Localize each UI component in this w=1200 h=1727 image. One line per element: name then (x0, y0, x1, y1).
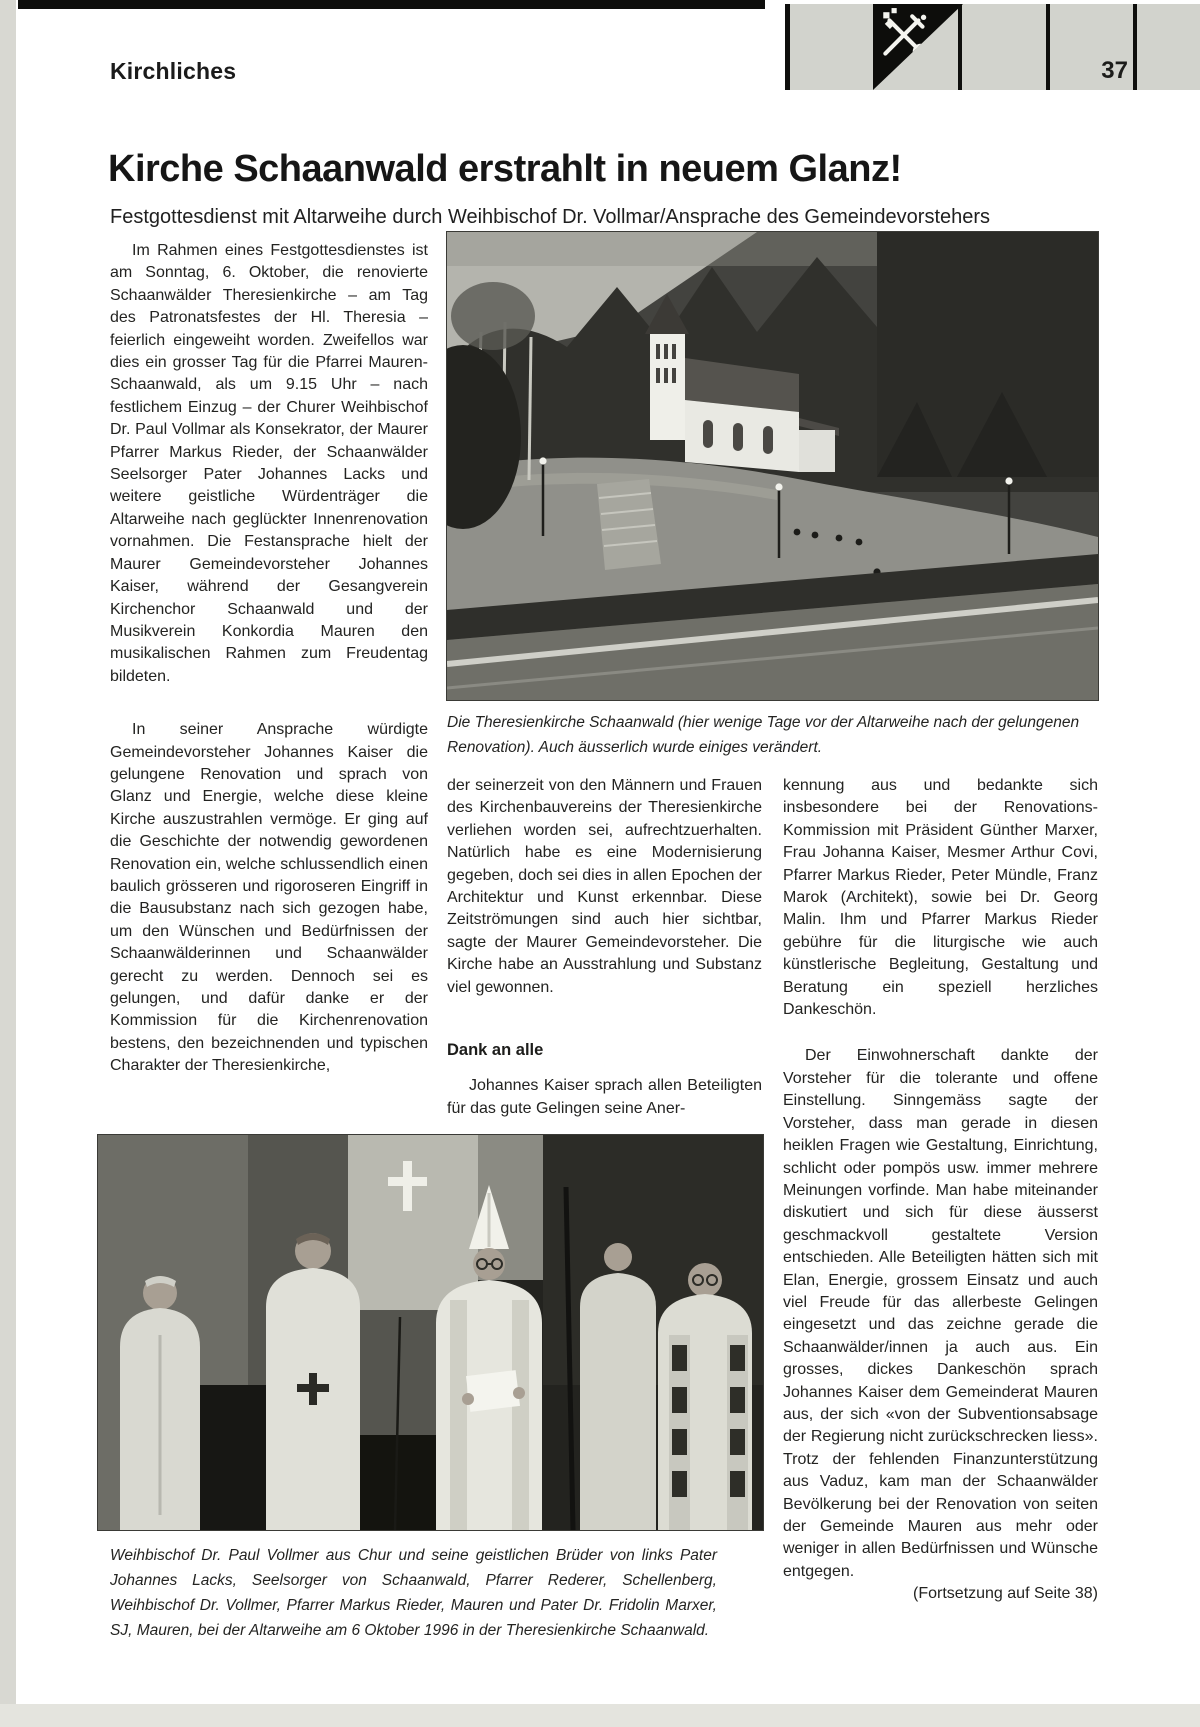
scan-artifact-bar (18, 0, 765, 9)
band-divider (958, 4, 962, 90)
column-right (783, 775, 1098, 1606)
paragraph: Johannes Kaiser sprach allen Beteiligten für das gute Gelingen seine Aner- (447, 1077, 762, 1117)
scan-bottom-strip (0, 1704, 1200, 1727)
altar-photo-caption: Weihbischof Dr. Paul Vollmer aus Chur und seine geistlichen Brüder von links Pater Johannes Lacks, Seelsorger von Schaanwald, Pfarrer Rederer, Schellenberg, Weihbischof Dr. Vollmer, Pfarrer Markus Rieder, Mauren und Pater Dr. Fridolin Marxer, SJ, Mauren, bei der Altarweihe am 6 Oktober 1996 in der Theresienkirche Schaanwald. (110, 1547, 717, 1639)
paragraph: Der Einwohnerschaft dankte der Vorsteher für die tolerante und offene Einstellung. Sinngemäss sagte der Vorsteher, dass man gerade in diesen heiklen Fragen wie Gestaltung, Einrichtung, schlicht oder pompös usw. immer mehrere Meinungen vorfinde. Man habe miteinander diskutiert und sich für diese äusserst geschmackvoll gestaltete Version entschieden. Alle Beteiligten hätten sich mit Elan, Energie, grossem Einsatz und auch viel Freude für das allerbeste Gelingen eingesetzt und das zeichne gerade die Schaanwälder/innen ja auch aus. Ein grosses, dickes Dankeschön sprach Johannes Kaiser dem Gemeinderat Mauren aus, der sich «von der Subventionsabsage der Regierung nicht zurückschrecken liess». Trotz der fehlenden Finanzunterstützung aus Vaduz, kam man der Schaanwälder Bevölkerung bei der Renovation von seiten der Gemeinde Mauren aus mehr oder weniger in allen Bedürfnissen und Wünsche entgegen. (783, 1047, 1098, 1580)
page-number: 37 (1101, 57, 1128, 84)
subheading-dank-an-alle: Dank an alle (447, 1041, 544, 1060)
church-photo-illustration (447, 232, 1098, 700)
masthead-emblem-triangle (873, 4, 963, 90)
altar-ceremony-photo (98, 1135, 763, 1530)
crossed-key-and-sword-icon (875, 6, 937, 68)
altar-photo-illustration (98, 1135, 763, 1530)
church-photo-caption: Die Theresienkirche Schaanwald (hier wenige Tage vor der Altarweihe nach der gelungenen Renovation). Auch äusserlich wurde einiges verändert. (447, 714, 1080, 756)
article-subtitle: Festgottesdienst mit Altarweihe durch Weihbischof Dr. Vollmar/Ansprache des Gemeindevorstehers (110, 206, 991, 228)
column-left (110, 240, 428, 1078)
paragraph: der seinerzeit von den Männern und Frauen des Kirchenbauvereins der Theresienkirche verliehen worden sei, aufrechtzuerhalten. Natürlich habe es eine Modernisierung gegeben, doch sei dies in allen Epochen der Architektur und Kunst erkennbar. Diese Zeitströmungen sind auch hier sichtbar, sagte der Maurer Gemeindevorsteher. Die Kirche habe an Ausstrahlung und Substanz viel gewonnen. (447, 777, 762, 996)
church-photo (447, 232, 1098, 700)
continuation-note: (Fortsetzung auf Seite 38) (913, 1585, 1098, 1603)
paragraph: Im Rahmen eines Festgottesdienstes ist am Sonntag, 6. Oktober, die renovierte Schaanwälder Theresienkirche – am Tag des Patronatsfestes der Hl. Theresia – feierlich eingeweiht worden. Zweifellos war dies ein grosser Tag für die Pfarrei Mauren-Schaanwald, als um 9.15 Uhr – nach festlichem Einzug – der Churer Weihbischof Dr. Paul Vollmar als Konsekrator, der Maurer Pfarrer Markus Rieder, der Schaanwälder Seelsorger Pater Johannes Lacks und weitere geistliche Würdenträger die Altarweihe nach geglückter Innenrenovation vornahmen. Die Festansprache hielt der Maurer Gemeindevorsteher Johannes Kaiser, während der Gesangverein Kirchenchor Schaanwald und der Musikverein Konkordia Mauren den musikalischen Rahmen zum Freudentag bildeten. (110, 242, 428, 685)
paragraph: In seiner Ansprache würdigte Gemeindevorsteher Johannes Kaiser die gelungene Renovation und sprach von Glanz und Energie, welche diese kleine Kirche auszustrahlen vermöge. Er ging auf die Geschichte der notwendig gewordenen Renovation ein, welche schlussendlich einen baulich grösseren und rigoroseren Eingriff in die Bausubstanz nach sich gezogen habe, um den Wünschen und Bedürfnissen der Schaanwälderinnen und Schaanwälder gerecht zu werden. Dennoch sei es gelungen, und dafür danke er der Kommission für die Kirchenrenovation bestens, den bezeichnenden und typischen Charakter der Theresienkirche, (110, 721, 428, 1075)
column-middle (447, 775, 762, 1120)
section-label: Kirchliches (110, 58, 237, 84)
paragraph: kennung aus und bedankte sich insbesondere bei der Renovations-Kommission mit Präsident Günther Marxer, Frau Johanna Kaiser, Mesmer Arthur Covi, Pfarrer Markus Rieder, Peter Mündle, Franz Marok (Architekt), sowie bei Dr. Georg Malin. Ihm und Pfarrer Markus Rieder gebühre für die liturgische wie auch künstlerische Begleitung, Gestaltung und Beratung ein speziell herzliches Dankeschön. (783, 777, 1098, 1019)
article-title: Kirche Schaanwald erstrahlt in neuem Glanz! (108, 148, 902, 190)
scan-edge-strip (0, 0, 16, 1727)
masthead-band (785, 4, 1200, 90)
